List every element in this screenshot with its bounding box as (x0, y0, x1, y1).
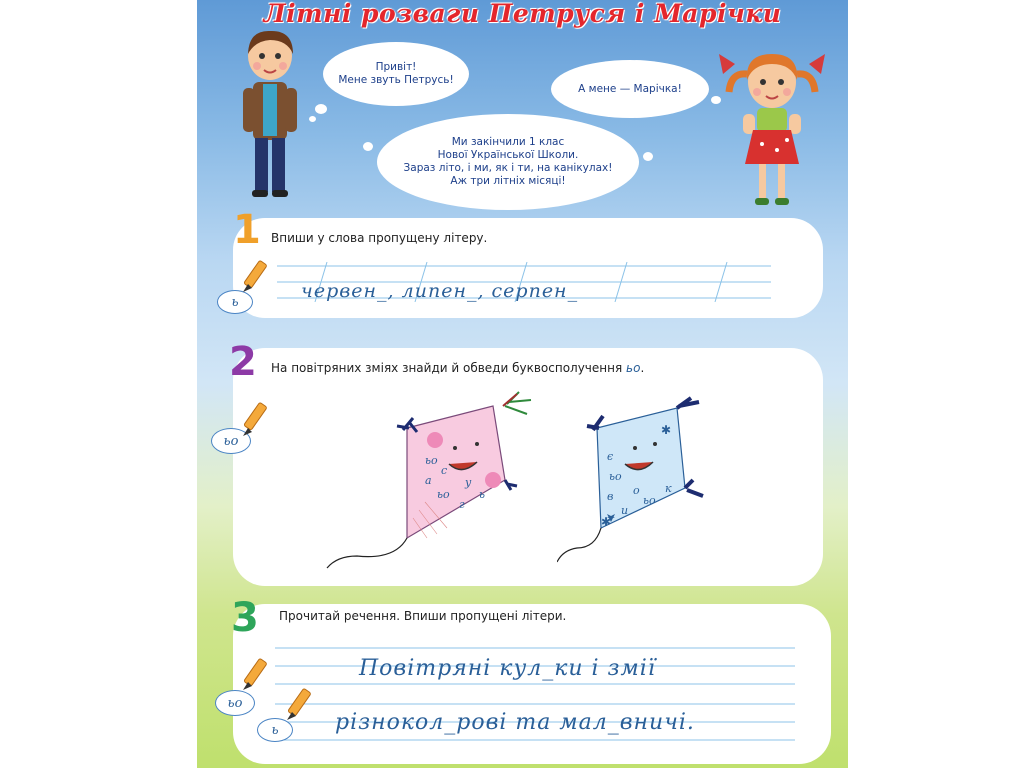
boy-illustration (235, 26, 305, 206)
speech-bubble-petrus (323, 42, 469, 106)
bubble-text: Аж три літніх місяці! (450, 175, 566, 187)
speech-bubble-common (377, 114, 639, 210)
kite-letter: ьо (643, 494, 656, 507)
workbook-page (197, 0, 848, 768)
kite-letter: о (633, 484, 640, 497)
pen-icon (239, 400, 273, 442)
task-1-number: 1 (233, 207, 261, 253)
pink-kite (317, 388, 567, 574)
bubble-tail (711, 96, 721, 104)
kite-letter: и (621, 504, 629, 517)
bubble-tail (363, 142, 373, 151)
task-2-instruction (271, 361, 644, 375)
bubble-text: Нової Української Школи. (437, 149, 579, 161)
hint-text: ь (271, 722, 279, 738)
kite-letter: в (607, 490, 614, 503)
bubble-text: Ми закінчили 1 клас (451, 136, 565, 148)
task-1-instruction: Впиши у слова пропущену літеру. (271, 231, 488, 245)
kite-letter: ьо (437, 488, 450, 501)
kite-letter: к (665, 482, 672, 495)
task-2-highlight: ьо (626, 361, 641, 375)
task-3-number: 3 (231, 595, 259, 641)
speech-bubble-marichka (551, 60, 709, 118)
hint-text: ьо (227, 695, 243, 711)
task-2-number: 2 (229, 339, 257, 385)
page-title: Літні розваги Петруся і Марічки (263, 0, 782, 28)
bubble-text: Привіт! (375, 61, 417, 73)
kite-letter: ьо (425, 454, 438, 467)
hint-text: ьо (223, 433, 239, 449)
task-3-instruction: Прочитай речення. Впиши пропущені літери. (279, 609, 567, 623)
task-2-instruction-end: . (640, 361, 645, 375)
pen-icon (239, 258, 271, 298)
task-3-line-1: Повітряні кул_ки і змії (359, 656, 656, 681)
hint-text: ь (231, 294, 239, 310)
bubble-tail (309, 116, 316, 122)
bubble-text: Зараз літо, і ми, як і ти, на канікулах! (403, 162, 613, 174)
kite-letter: у (465, 476, 472, 489)
task-3-line-2: різнокол_рові та мал_вничі. (335, 710, 695, 735)
kite-letter: ь (479, 488, 485, 501)
kite-letter: с (441, 464, 448, 477)
bubble-text: Мене звуть Петрусь! (338, 74, 454, 86)
blue-kite (557, 388, 757, 574)
task-1-words: червен_, липен_, серпен_ (301, 280, 579, 302)
kite-letter: є (607, 450, 614, 463)
bubble-tail (315, 104, 327, 114)
bubble-text: А мене — Марічка! (578, 82, 682, 95)
task-2-instruction-text: На повітряних зміях знайди й обведи буквосполучення (271, 361, 627, 375)
kite-letter: г (459, 498, 465, 511)
pen-icon (239, 656, 271, 696)
kite-letter: а (425, 474, 432, 487)
svg-text:✱: ✱ (661, 423, 672, 437)
girl-illustration (717, 44, 827, 212)
kite-letter: ьо (609, 470, 622, 483)
pen-icon (283, 686, 315, 726)
svg-text:✱: ✱ (601, 515, 612, 529)
bubble-tail (643, 152, 653, 161)
